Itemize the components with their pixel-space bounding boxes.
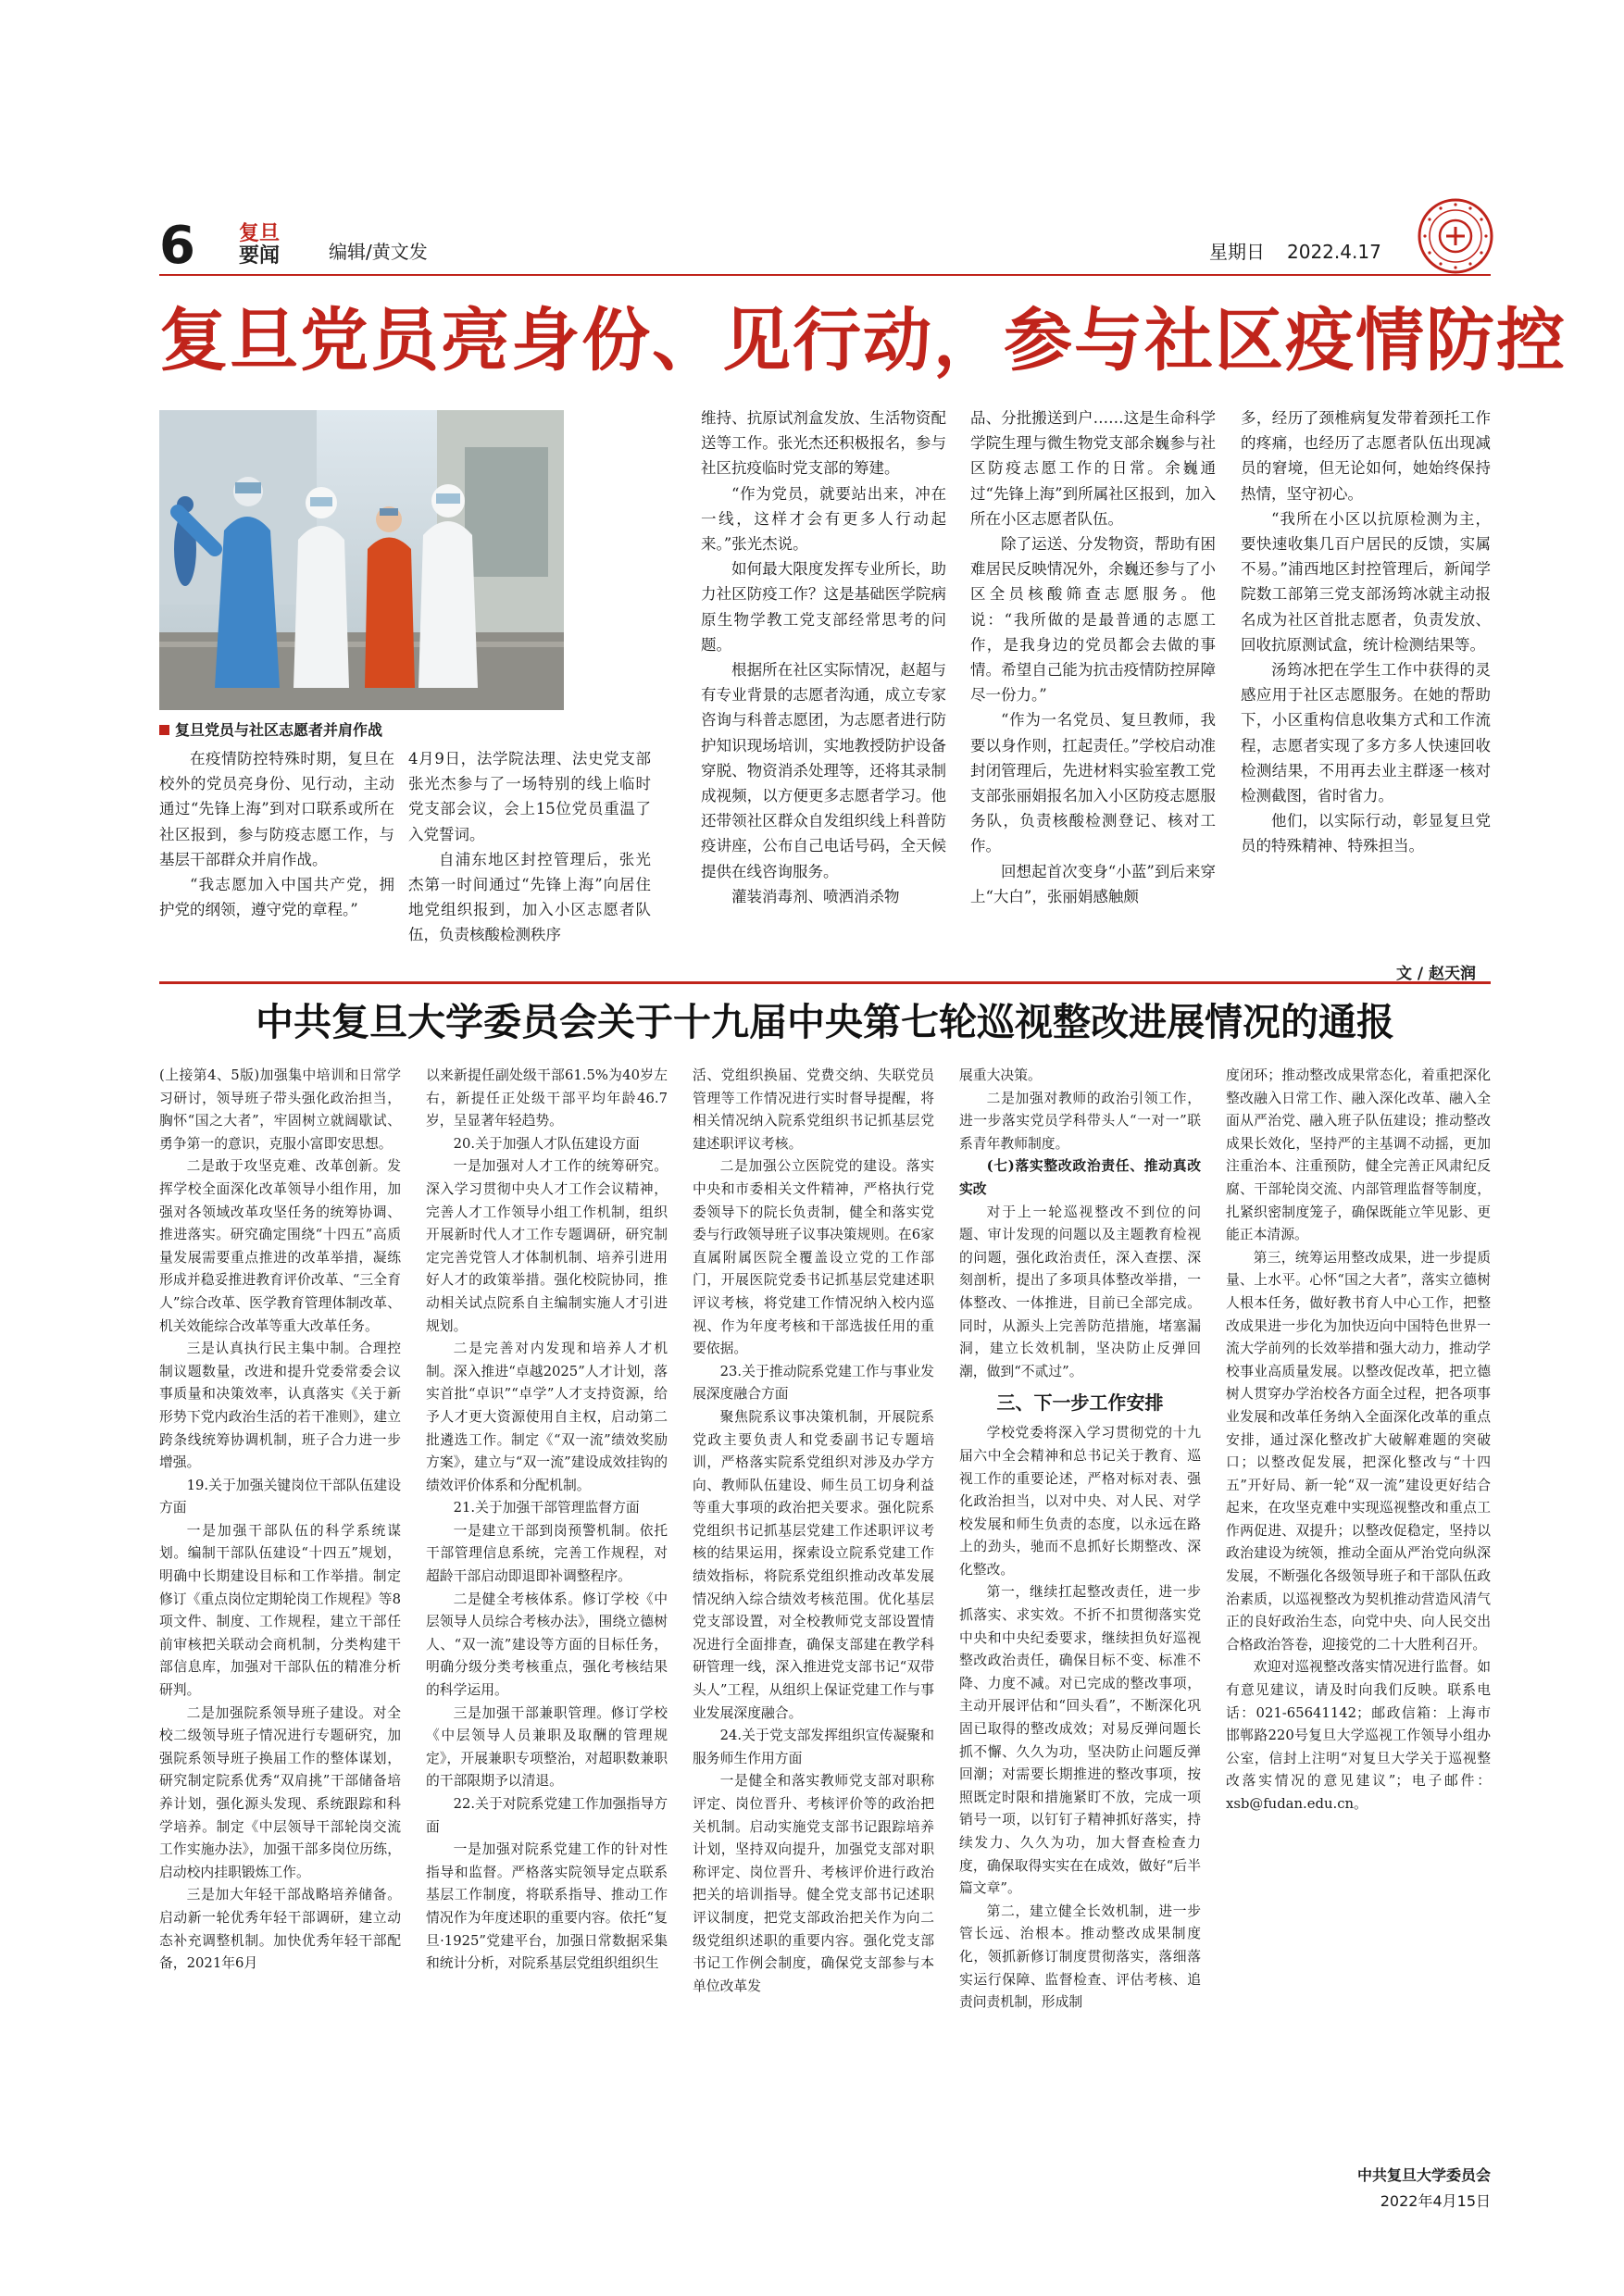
report-paragraph: 22.关于对院系党建工作加强指导方面 — [426, 1796, 668, 1835]
report-paragraph: 对于上一轮巡视整改不到位的问题、审计发现的问题以及主题教育检视的问题，强化政治责任，深入查摆、深刻剖析，提出了多项具体整改举措，一体整改、一体推进，目前已全部完成。同时，从源头上完善防范措施，堵塞漏洞，建立长效机制，坚决防止反弹回潮，做到“不贰过”。 — [959, 1204, 1201, 1379]
report-signature — [1273, 2163, 1491, 2215]
report-paragraph: 活、党组织换届、党费交纳、失联党员管理等工作情况进行实时督导提醒，将相关情况纳入院系党组织书记抓基层党建述职评议考核。 — [693, 1067, 934, 1152]
signature-organization: 中共复旦大学委员会 — [1356, 2166, 1491, 2184]
report-paragraph: 二是健全考核体系。修订学校《中层领导人员综合考核办法》，围绕立德树人、“双一流”建设等方面的目标任务，明确分级分类考核重点，强化考核结果的科学运用。 — [426, 1591, 668, 1699]
story-paragraph: “我志愿加入中国共产党，拥护党的纲领，遵守党的章程。” — [159, 876, 394, 919]
story-paragraph: 除了运送、分发物资，帮助有困难居民反映情况外，余巍还参与了小区全员核酸筛查志愿服务。他说：“我所做的是最普通的志愿工作，是我身边的党员都会去做的事情。希望自己能为抗击疫情防控屏障尽一份力。” — [970, 535, 1216, 705]
report-paragraph: 三是加大年轻干部战略培养储备。启动新一轮优秀年轻干部调研，建立动态补充调整机制。加快优秀年轻干部配备，2021年6月 — [159, 1887, 401, 1972]
story-paragraph: 品、分批搬送到户……这是生命科学学院生理与微生物党支部余巍参与社区防疫志愿工作的日常。余巍通过“先锋上海”到所属社区报到，加入所在小区志愿者队伍。 — [970, 409, 1216, 528]
story-paragraph: 回想起首次变身“小蓝”到后来穿上“大白”，张丽娟感触颇 — [970, 862, 1216, 905]
story-column-4 — [970, 406, 1216, 909]
story-column-1 — [159, 746, 394, 922]
signature-date: 2022年4月15日 — [1380, 2192, 1491, 2210]
story-byline: 文 / 赵天润 — [1396, 965, 1477, 983]
report-paragraph: (上接第4、5版)加强集中培训和日常学习研讨，领导班子带头强化政治担当，胸怀“国之大者”，牢固树立就阔歇试、勇争第一的意识，克服小富即安思想。 — [159, 1067, 401, 1152]
report-column-1 — [159, 1065, 401, 1976]
report-paragraph: 第三，统筹运用整改成果，进一步提质量、上水平。心怀“国之大者”，落实立德树人根本任务，做好教书育人中心工作，把整改成果进一步化为加快迈向中国特色世界一流大学前列的长效举措和强大动力，推动学校事业高质量发展。以整改促改革，把立德树人贯穿办学治校各方面全过程，把各项事业发展和改革任务纳入全面深化改革的重点安排，通过深化整改扩大破解难题的突破口；以整改促发展，把深化整改与“十四五”开好局、新一轮“双一流”建设更好结合起来，在攻坚克难中实现巡视整改和重点工作两促进、双提升；以整改促稳定，坚持以政治建设为统领，推动全面从严治党向纵深发展，不断强化各级领导班子和干部队伍政治素质，以巡视整改为契机推动营造风清气正的良好政治生态，向党中央、向人民交出合格政治答卷，迎接党的二十大胜利召开。 — [1226, 1249, 1491, 1653]
fudan-seal-icon — [1417, 197, 1494, 275]
report-paragraph: 三是加强干部兼职管理。修订学校《中层领导人员兼职及取酬的管理规定》，开展兼职专项整治，对超职数兼职的干部限期予以清退。 — [426, 1704, 668, 1790]
story-paragraph: 自浦东地区封控管理后，张光杰第一时间通过“先锋上海”向居住地党组织报到，加入小区志愿者队伍，负责核酸检测秩序 — [408, 850, 651, 944]
report-paragraph: 23.关于推动院系党建工作与事业发展深度融合方面 — [693, 1363, 934, 1403]
report-paragraph: 二是加强对教师的政治引领工作，进一步落实党员学科带头人“一对一”联系青年教师制度。 — [959, 1090, 1201, 1152]
report-paragraph: 第二，建立健全长效机制，进一步管长远、治根本。推动整改成果制度化，领抓新修订制度贯彻落实，落细落实运行保障、监督检查、评估考核、追责问责机制，形成制 — [959, 1903, 1201, 2011]
report-paragraph: 一是健全和落实教师党支部对职称评定、岗位晋升、考核评价等的政治把关机制。启动实施党支部书记跟踪培养计划，坚持双向提升，加强党支部对职称评定、岗位晋升、考核评价进行政治把关的培训指导。健全党支部书记述职评议制度，把党支部政治把关作为向二级党组织述职的重要内容。强化党支部书记工作例会制度，确保党支部参与本单位改革发 — [693, 1773, 934, 1994]
red-square-bullet-icon — [159, 725, 169, 735]
report-paragraph: 一是建立干部到岗预警机制。依托干部管理信息系统，完善工作规程，对超龄干部启动即退即补调整程序。 — [426, 1522, 668, 1585]
report-paragraph: 24.关于党支部发挥组织宣传凝聚和服务师生作用方面 — [693, 1728, 934, 1766]
report-headline: 中共复旦大学委员会关于十九届中央第七轮巡视整改进展情况的通报 — [256, 1000, 1394, 1044]
report-paragraph: 展重大决策。 — [959, 1067, 1042, 1083]
story-headline: 复旦党员亮身份、见行动，参与社区疫情防控 — [159, 301, 1567, 381]
report-paragraph: 欢迎对巡视整改落实情况进行监督。如有意见建议，请及时向我们反映。联系电话：021-65641142；邮政信箱：上海市邯郸路220号复旦大学巡视工作领导小组办公室，信封上注明“对复旦大学关于巡视整改落实情况的意见建议”；电子邮件：xsb@fudan.edu.cn。 — [1226, 1659, 1491, 1812]
section-divider — [159, 981, 1491, 984]
story-paragraph: 他们，以实际行动，彰显复旦党员的特殊精神、特殊担当。 — [1241, 812, 1491, 855]
report-paragraph: 二是敢于攻坚克难、改革创新。发挥学校全面深化改革领导小组作用，加强对各领域改革攻坚任务的统筹协调、推进落实。研究确定围绕“十四五”高质量发展需要重点推进的改革举措，凝练形成并稳妥推进教育评价改革、“三全育人”综合改革、医学教育管理体制改革、机关效能综合改革等重大改革任务。 — [159, 1158, 401, 1334]
photo-caption — [159, 720, 564, 741]
story-column-2 — [408, 746, 651, 948]
report-paragraph: 一是加强对院系党建工作的针对性指导和监督。严格落实院领导定点联系基层工作制度，将联系指导、推动工作情况作为年度述职的重要内容。依托“复旦·1925”党建平台，加强日常数据采集和统计分析，对院系基层党组织组织生 — [426, 1841, 668, 1972]
dateline — [1209, 237, 1404, 264]
report-paragraph: 二是加强院系领导班子建设。对全校二级领导班子情况进行专题研究，加强院系领导班子换届工作的整体谋划，研究制定院系优秀“双肩挑”干部储备培养计划，强化源头发现、系统跟踪和科学培养。制定《中层领导干部轮岗交流工作实施办法》，加强干部多岗位历练，启动校内挂职锻炼工作。 — [159, 1704, 401, 1880]
page-number: 6 — [159, 216, 195, 276]
section-label — [239, 222, 294, 267]
report-paragraph: 以来新提任副处级干部61.5%为40岁左右，新提任正处级干部平均年龄46.7岁，呈显著年轻趋势。 — [426, 1067, 668, 1129]
report-paragraph: (七)落实整改政治责任、推动真改实改 — [959, 1158, 1201, 1197]
report-paragraph: 三是认真执行民主集中制。合理控制议题数量，改进和提升党委常委会议事质量和决策效率，认真落实《关于新形势下党内政治生活的若干准则》，建立跨条线统筹协调机制，班子合力进一步增强。 — [159, 1341, 401, 1471]
section-label-top: 复旦 — [239, 221, 281, 245]
report-paragraph: 度闭环；推动整改成果常态化，着重把深化整改融入日常工作、融入深化改革、融入全面从严治党、融入班子队伍建设；推动整改成果长效化，坚持严的主基调不动摇，更加注重治本、注重预防，健全完善正风肃纪反腐、干部轮岗交流、内部管理监督等制度，扎紧织密制度笼子，确保既能立竿见影、更能正本清源。 — [1226, 1067, 1491, 1243]
report-paragraph: 20.关于加强人才队伍建设方面 — [453, 1135, 640, 1152]
report-paragraph: 学校党委将深入学习贯彻党的十九届六中全会精神和总书记关于教育、巡视工作的重要论述，严格对标对表、强化政治担当，以对中央、对人民、对学校发展和师生负责的态度，以永远在路上的劲头，驰而不息抓好长期整改、深化整改。 — [959, 1425, 1201, 1578]
story-paragraph: “我所在小区以抗原检测为主，要快速收集几百户居民的反馈，实属不易。”浦西地区封控管理后，新闻学院数工部第三党支部汤筠冰就主动报名成为社区首批志愿者，负责发放、回收抗原测试盒，统计检测结果等。 — [1241, 509, 1491, 654]
report-paragraph: 二是加强公立医院党的建设。落实中央和市委相关文件精神，严格执行党委领导下的院长负责制，健全和落实党委与行政领导班子议事决策规则。在6家直属附属医院全覆盖设立党的工作部门，开展医院党委书记抓基层党建述职评议考核，将党建工作情况纳入校内巡视、作为年度考核和干部选拔任用的重要依据。 — [693, 1158, 934, 1357]
report-paragraph: 一是加强对人才工作的统筹研究。深入学习贯彻中央人才工作会议精神，完善人才工作领导小组工作机制，组织开展新时代人才工作专题调研，研究制定完善党管人才体制机制、培养引进用好人才的政策举措。强化校院协同，推动相关试点院系自主编制实施人才引进规划。 — [426, 1158, 668, 1334]
report-paragraph: 一是加强干部队伍的科学系统谋划。编制干部队伍建设“十四五”规划，明确中长期建设目标和工作举措。制定修订《重点岗位定期轮岗工作规程》等8项文件、制度、工作规程，建立干部任前审核把关联动会商机制，分类构建干部信息库，加强对干部队伍的精准分析研判。 — [159, 1522, 401, 1699]
story-photo — [159, 410, 564, 710]
report-paragraph: 第一，继续扛起整改责任，进一步抓落实、求实效。不折不扣贯彻落实党中央和中央纪委要求，继续担负好巡视整改政治责任，确保目标不变、标准不降、力度不减。对已完成的整改事项，主动开展评估和“回头看”，不断深化巩固已取得的整改成效；对易反弹问题长抓不懈、久久为功，坚决防止问题反弹回潮；对需要长期推进的整改事项，按照既定时限和措施紧盯不放，完成一项销号一项，以钉钉子精神抓好落实，持续发力、久久为功，加大督查检查力度，确保取得实实在在成效，做好“后半篇文章”。 — [959, 1584, 1201, 1897]
report-column-3 — [693, 1065, 934, 1998]
story-column-3 — [701, 406, 946, 909]
story-paragraph: 4月9日，法学院法理、法史党支部张光杰参与了一场特别的线上临时党支部会议，会上15位党员重温了入党誓词。 — [408, 750, 651, 843]
story-paragraph: 根据所在社区实际情况，赵超与有专业背景的志愿者沟通，成立专家咨询与科普志愿团，为志愿者进行防护知识现场培训，实地教授防护设备穿脱、物资消杀处理等，还将其录制成视频，以方便更多志愿者学习。他还带领社区群众自发组织线上科普防疫讲座，公布自己电话号码，全天候提供在线咨询服务。 — [701, 661, 946, 880]
report-column-4 — [959, 1065, 1201, 2015]
report-paragraph: 19.关于加强关键岗位干部队伍建设方面 — [159, 1477, 401, 1516]
story-paragraph: “作为党员，就要站出来，冲在一线，这样才会有更多人行动起来。”张光杰说。 — [701, 484, 946, 554]
story-paragraph: 多，经历了颈椎病复发带着颈托工作的疼痛，也经历了志愿者队伍出现减员的窘境，但无论如何，她始终保持热情，坚守初心。 — [1241, 409, 1491, 503]
section-label-bottom: 要闻 — [239, 243, 281, 268]
photo-caption-text: 复旦党员与社区志愿者并肩作战 — [175, 721, 383, 739]
story-paragraph: 灌装消毒剂、喷洒消杀物 — [731, 887, 900, 905]
story-paragraph: 在疫情防控特殊时期，复旦在校外的党员亮身份、见行动，主动通过“先锋上海”到对口联系或所在社区报到，参与防疫志愿工作，与基层干部群众并肩作战。 — [159, 750, 394, 868]
report-paragraph: 二是完善对内发现和培养人才机制。深入推进“卓越2025”人才计划，落实首批“卓识”“卓学”人才支持资源，给予人才更大资源使用自主权，启动第二批遴选工作。制定《“双一流”绩效奖励方案》，建立与“双一流”建设成效挂钩的绩效评价体系和分配机制。 — [426, 1341, 668, 1493]
issue-date: 2022.4.17 — [1287, 241, 1381, 263]
editor-credit: 编辑/黄文发 — [329, 241, 428, 263]
report-column-5 — [1226, 1065, 1491, 1816]
story-column-5 — [1241, 406, 1491, 859]
weekday: 星期日 — [1209, 241, 1265, 263]
report-column-2 — [426, 1065, 668, 1976]
story-paragraph: “作为一名党员、复旦教师，我要以身作则，扛起责任。”学校启动准封闭管理后，先进材料实验室教工党支部张丽娟报名加入小区防疫志愿服务队，负责核酸检测登记、核对工作。 — [970, 711, 1216, 855]
story-paragraph: 如何最大限度发挥专业所长，助力社区防疫工作？这是基础医学院病原生物学教工党支部经常思考的问题。 — [701, 560, 946, 654]
report-section-heading: 三、下一步工作安排 — [996, 1391, 1164, 1415]
header-rule — [159, 274, 1491, 276]
story-paragraph: 汤筠冰把在学生工作中获得的灵感应用于社区志愿服务。在她的帮助下，小区重构信息收集方式和工作流程，志愿者实现了多方多人快速回收检测结果，不用再去业主群逐一核对检测截图，省时省力。 — [1241, 661, 1491, 805]
report-paragraph: 聚焦院系议事决策机制，开展院系党政主要负责人和党委副书记专题培训，严格落实院系党组织对涉及办学方向、教师队伍建设、师生员工切身利益等重大事项的政治把关要求。强化院系党组织书记抓基层党建工作述职评议考核的结果运用，探索设立院系党建工作绩效指标，将院系党组织推动改革发展情况纳入综合绩效考核范围。优化基层党支部设置，对全校教师党支部设置情况进行全面排查，确保支部建在教学科研管理一线，深入推进党支部书记“双带头人”工程，从组织上保证党建工作与事业发展深度融合。 — [693, 1408, 934, 1721]
report-paragraph: 21.关于加强干部管理监督方面 — [453, 1500, 640, 1516]
story-paragraph: 维持、抗原试剂盒发放、生活物资配送等工作。张光杰还积极报名，参与社区抗疫临时党支部的筹建。 — [701, 409, 946, 478]
